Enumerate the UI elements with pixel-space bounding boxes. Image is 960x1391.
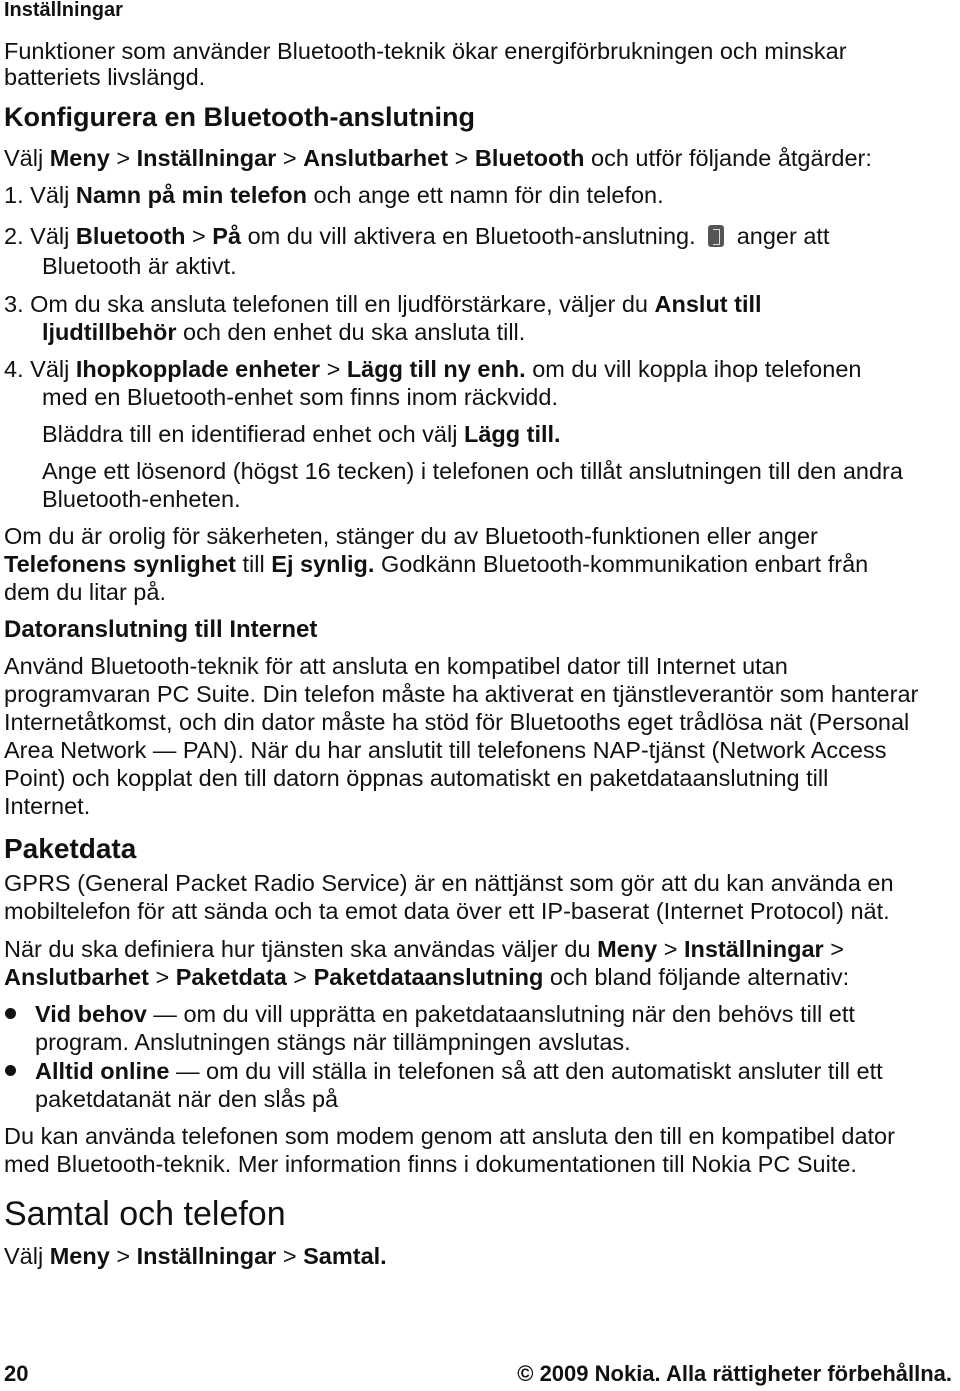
- option-when-needed: [35, 1000, 855, 1028]
- path-prefix: Välj: [4, 145, 44, 171]
- bluetooth-path: [4, 144, 872, 172]
- step-number: 1.: [4, 182, 24, 208]
- internet-heading: Datoranslutning till Internet: [4, 616, 318, 643]
- step-2: [4, 222, 829, 250]
- page-number: 20: [4, 1361, 29, 1386]
- internet-line-2: programvaran PC Suite. Din telefon måste ha aktiverat en tjänstleverantör som hanterar: [4, 681, 919, 707]
- path-sep: >: [116, 1243, 131, 1269]
- step-option: Ihopkopplade enheter: [75, 356, 321, 382]
- intro-line-1: Funktioner som använder Bluetooth-teknik ökar energiförbrukningen och minskar: [4, 38, 847, 64]
- step-number: 3.: [4, 291, 24, 317]
- bullet-icon: [5, 1008, 16, 1019]
- step-3-line-2: [42, 318, 525, 346]
- path-sep: >: [282, 1243, 297, 1269]
- step-option: Lägg till.: [463, 421, 561, 447]
- define-line-2: [4, 963, 849, 991]
- path-connectivity: Anslutbarhet: [303, 145, 449, 171]
- internet-line-3: Internetåtkomst, och din dator måste ha stöd för Bluetooths eget trådlösa nät (Personal: [4, 709, 910, 735]
- path-settings: Inställningar: [683, 936, 824, 962]
- path-menu: Meny: [49, 145, 110, 171]
- path-sep: >: [830, 936, 844, 962]
- step-option: På: [212, 223, 242, 249]
- path-prefix: Välj: [4, 1243, 44, 1269]
- option-always-online: [35, 1057, 883, 1085]
- option-text: om du vill ställa in telefonen så att den automatiskt ansluter till ett: [206, 1058, 883, 1084]
- internet-line-6: Internet.: [4, 793, 91, 819]
- copyright: © 2009 Nokia. Alla rättigheter förbehållna.: [517, 1361, 952, 1386]
- path-sep: >: [282, 145, 297, 171]
- path-settings: Inställningar: [136, 145, 277, 171]
- step-option: Lägg till ny enh.: [346, 356, 526, 382]
- step-text: Välj: [30, 223, 70, 249]
- step-4-line-2: med en Bluetooth-enhet som finns inom räckvidd.: [42, 384, 558, 410]
- body-text: till: [242, 551, 265, 577]
- path-calls: Samtal.: [303, 1243, 387, 1269]
- path-bluetooth: Bluetooth: [474, 145, 585, 171]
- internet-line-5: Point) och kopplat den till datorn öppnas automatiskt en paketdataanslutning till: [4, 765, 829, 791]
- step-option: ljudtillbehör: [42, 319, 177, 345]
- option-always-online-line-2: paketdatanät när den slås på: [35, 1086, 339, 1112]
- path-suffix: och utför följande åtgärder:: [591, 145, 872, 171]
- option-when-needed-line-2: program. Anslutningen stängs när tillämpningen avslutas.: [35, 1029, 631, 1055]
- step-text: anger att: [736, 223, 830, 249]
- step-option: Anslut till: [654, 291, 762, 317]
- step-text: och den enhet du ska ansluta till.: [183, 319, 526, 345]
- dash: —: [176, 1058, 200, 1084]
- define-line-1: [4, 935, 844, 963]
- intro-line-2: batteriets livslängd.: [4, 64, 206, 90]
- body-text: När du ska definiera hur tjänsten ska användas väljer du: [4, 936, 591, 962]
- modem-line-2: med Bluetooth-teknik. Mer information finns i dokumentationen till Nokia PC Suite.: [4, 1151, 857, 1177]
- path-sep: >: [326, 356, 341, 382]
- body-text: och bland följande alternativ:: [549, 964, 850, 990]
- security-line-2: [4, 550, 868, 578]
- step-1: [4, 181, 664, 209]
- step-3: [4, 290, 762, 318]
- step-text: om du vill koppla ihop telefonen: [532, 356, 862, 382]
- option-text: om du vill upprätta en paketdataanslutning när den behövs till ett: [183, 1001, 855, 1027]
- calls-heading: Samtal och telefon: [4, 1195, 286, 1233]
- step-option: Bluetooth: [75, 223, 186, 249]
- packet-data-heading: Paketdata: [4, 833, 137, 864]
- path-menu: Meny: [49, 1243, 110, 1269]
- path-sep: >: [116, 145, 131, 171]
- gprs-line-2: mobiltelefon för att sända och ta emot data över ett IP-baserat (Internet Protocol) nät.: [4, 898, 890, 924]
- step-number: 4.: [4, 356, 24, 382]
- step-option: Namn på min telefon: [75, 182, 307, 208]
- setting-name: Telefonens synlighet: [4, 551, 236, 577]
- modem-line-1: Du kan använda telefonen som modem genom att ansluta den till en kompatibel dator: [4, 1123, 895, 1149]
- step-text: Välj: [30, 182, 70, 208]
- internet-line-1: Använd Bluetooth-teknik för att ansluta en kompatibel dator till Internet utan: [4, 653, 788, 679]
- step-number: 2.: [4, 223, 24, 249]
- option-name: Alltid online: [35, 1058, 170, 1084]
- internet-line-4: Area Network — PAN). När du har anslutit till telefonens NAP-tjänst (Network Access: [4, 737, 887, 763]
- setting-value: Ej synlig.: [271, 551, 375, 577]
- path-menu: Meny: [597, 936, 658, 962]
- calls-path: [4, 1242, 387, 1270]
- path-connectivity: Anslutbarhet: [4, 964, 149, 990]
- path-sep: >: [663, 936, 678, 962]
- dash: —: [153, 1001, 177, 1027]
- path-sep: >: [192, 223, 206, 249]
- step-2-line-2: Bluetooth är aktivt.: [42, 253, 237, 279]
- section-title: Inställningar: [4, 0, 123, 21]
- step-text: Bläddra till en identifierad enhet och välj: [42, 421, 458, 447]
- bluetooth-active-icon: [708, 225, 724, 247]
- path-packet-connection: Paketdataanslutning: [313, 964, 544, 990]
- step-text: Om du ska ansluta telefonen till en ljudförstärkare, väljer du: [30, 291, 648, 317]
- body-text: Godkänn Bluetooth-kommunikation enbart från: [380, 551, 869, 577]
- browse-instruction: [42, 420, 561, 448]
- path-settings: Inställningar: [136, 1243, 277, 1269]
- password-line-1: Ange ett lösenord (högst 16 tecken) i telefonen och tillåt anslutningen till den andra: [42, 458, 903, 484]
- option-name: Vid behov: [35, 1001, 147, 1027]
- path-packet-data: Paketdata: [175, 964, 287, 990]
- bluetooth-heading: Konfigurera en Bluetooth-anslutning: [4, 102, 475, 132]
- security-line-1: Om du är orolig för säkerheten, stänger du av Bluetooth-funktionen eller anger: [4, 523, 818, 549]
- step-text: om du vill aktivera en Bluetooth-anslutning.: [247, 223, 696, 249]
- security-line-3: dem du litar på.: [4, 579, 166, 605]
- path-sep: >: [293, 964, 308, 990]
- path-sep: >: [454, 145, 469, 171]
- step-text: Välj: [30, 356, 70, 382]
- password-line-2: Bluetooth-enheten.: [42, 486, 241, 512]
- gprs-line-1: GPRS (General Packet Radio Service) är en nättjänst som gör att du kan använda en: [4, 870, 894, 896]
- step-4: [4, 355, 861, 383]
- step-text: och ange ett namn för din telefon.: [313, 182, 664, 208]
- path-sep: >: [155, 964, 170, 990]
- bullet-icon: [5, 1065, 16, 1076]
